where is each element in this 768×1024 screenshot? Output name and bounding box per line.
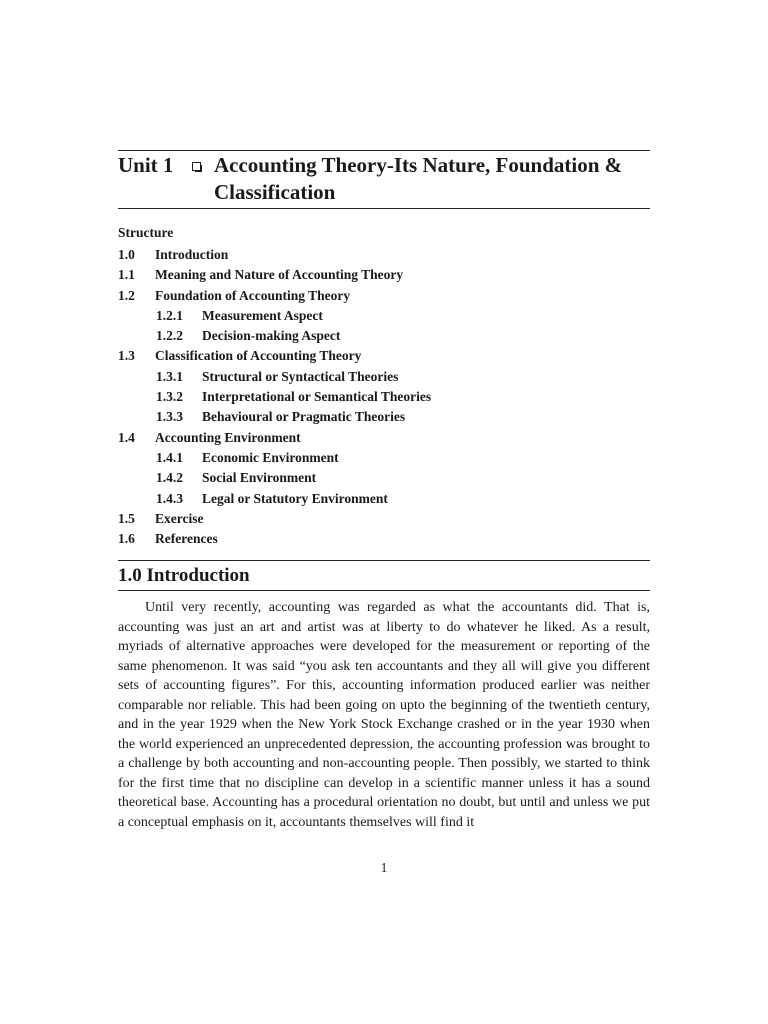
toc-item-title: Legal or Statutory Environment [202, 490, 388, 506]
toc-item-number: 1.4.3 [156, 490, 183, 506]
toc-item [118, 346, 650, 366]
toc-item [118, 326, 650, 346]
section-top-rule [118, 560, 650, 561]
toc-item-number: 1.2.1 [156, 307, 183, 323]
toc-item [118, 428, 650, 448]
box-bullet-icon [192, 162, 201, 171]
toc-item-number: 1.3.2 [156, 389, 183, 405]
toc-item-number: 1.4.2 [156, 470, 183, 486]
toc-item-number: 1.1 [118, 267, 135, 283]
page-number: 1 [380, 860, 388, 875]
unit-title-text: Accounting Theory-Its Nature, Foundation & Classification [214, 153, 623, 204]
toc-item [118, 265, 650, 285]
toc-item-number: 1.3 [118, 348, 135, 364]
toc-item-number: 1.2 [118, 287, 135, 303]
toc-item-number: 1.3.1 [156, 368, 183, 384]
toc-item-number: 1.0 [118, 247, 135, 262]
title-top-rule [118, 150, 650, 151]
toc-item-number: 1.6 [118, 531, 135, 547]
toc-item-title: Interpretational or Semantical Theories [202, 389, 432, 405]
toc-item-number: 1.5 [118, 510, 135, 526]
toc-item-title: Introduction [155, 247, 229, 262]
body-paragraph: Until very recently, accounting was regarded as what the accountants did. That is, accounting was just an art and artist was at liberty to do whatever he liked. As a result, myriads of alternative approaches were developed for the measurement or reporting of the same phenomenon. It was said “you ask ten accountants and they all will give you different sets of accounting figures”. For this, accounting information produced earlier was neither comparable nor reliable. This had been going on upto the beginning of the twentieth century, and in the year 1929 when the New York Stock Exchange crashed or in the year 1930 when the world experienced an unprecedented depression, the accounting profession was brought to a challenge by both accounting and non-accounting people. Then possibly, we started to think for the first time that no discipline can develop in a scientific manner unless it has a sound theoretical base. Accounting has a procedural orientation no doubt, but until and unless we put a conceptual emphasis on it, accountants themselves will find it [118, 600, 650, 830]
toc-item-title: Economic Environment [202, 449, 339, 465]
toc-item [118, 489, 650, 509]
unit-label: Unit 1 [118, 153, 174, 177]
toc-item [118, 509, 650, 529]
section-bottom-rule [118, 590, 650, 591]
structure-heading: Structure [118, 225, 174, 240]
toc-item [118, 367, 650, 387]
toc-item [118, 448, 650, 468]
toc-item [118, 245, 650, 265]
toc-item [118, 468, 650, 488]
toc-item-title: Behavioural or Pragmatic Theories [202, 409, 406, 425]
toc-item-number: 1.2.2 [156, 328, 183, 344]
toc-item-title: Structural or Syntactical Theories [202, 368, 399, 384]
toc-item-title: Foundation of Accounting Theory [155, 287, 351, 303]
toc-item-title: Exercise [155, 510, 204, 526]
toc-item-number: 1.3.3 [156, 409, 183, 425]
toc-item-title: Measurement Aspect [202, 307, 323, 323]
toc-item-title: Meaning and Nature of Accounting Theory [155, 267, 404, 283]
toc-item-title: Accounting Environment [155, 429, 301, 445]
toc-item [118, 387, 650, 407]
toc-item-title: Classification of Accounting Theory [155, 348, 362, 364]
toc-item-title: References [155, 531, 218, 547]
title-bottom-rule [118, 208, 650, 209]
toc-item [118, 286, 650, 306]
toc-item-title: Decision-making Aspect [202, 328, 341, 344]
toc-item [118, 529, 650, 549]
toc-item [118, 407, 650, 427]
toc-item-number: 1.4.1 [156, 449, 183, 465]
toc-item-number: 1.4 [118, 429, 135, 445]
section-heading: 1.0 Introduction [118, 565, 250, 586]
toc-item-title: Social Environment [202, 470, 317, 486]
table-of-contents [118, 245, 650, 549]
toc-item [118, 306, 650, 326]
document-page [118, 0, 650, 1024]
